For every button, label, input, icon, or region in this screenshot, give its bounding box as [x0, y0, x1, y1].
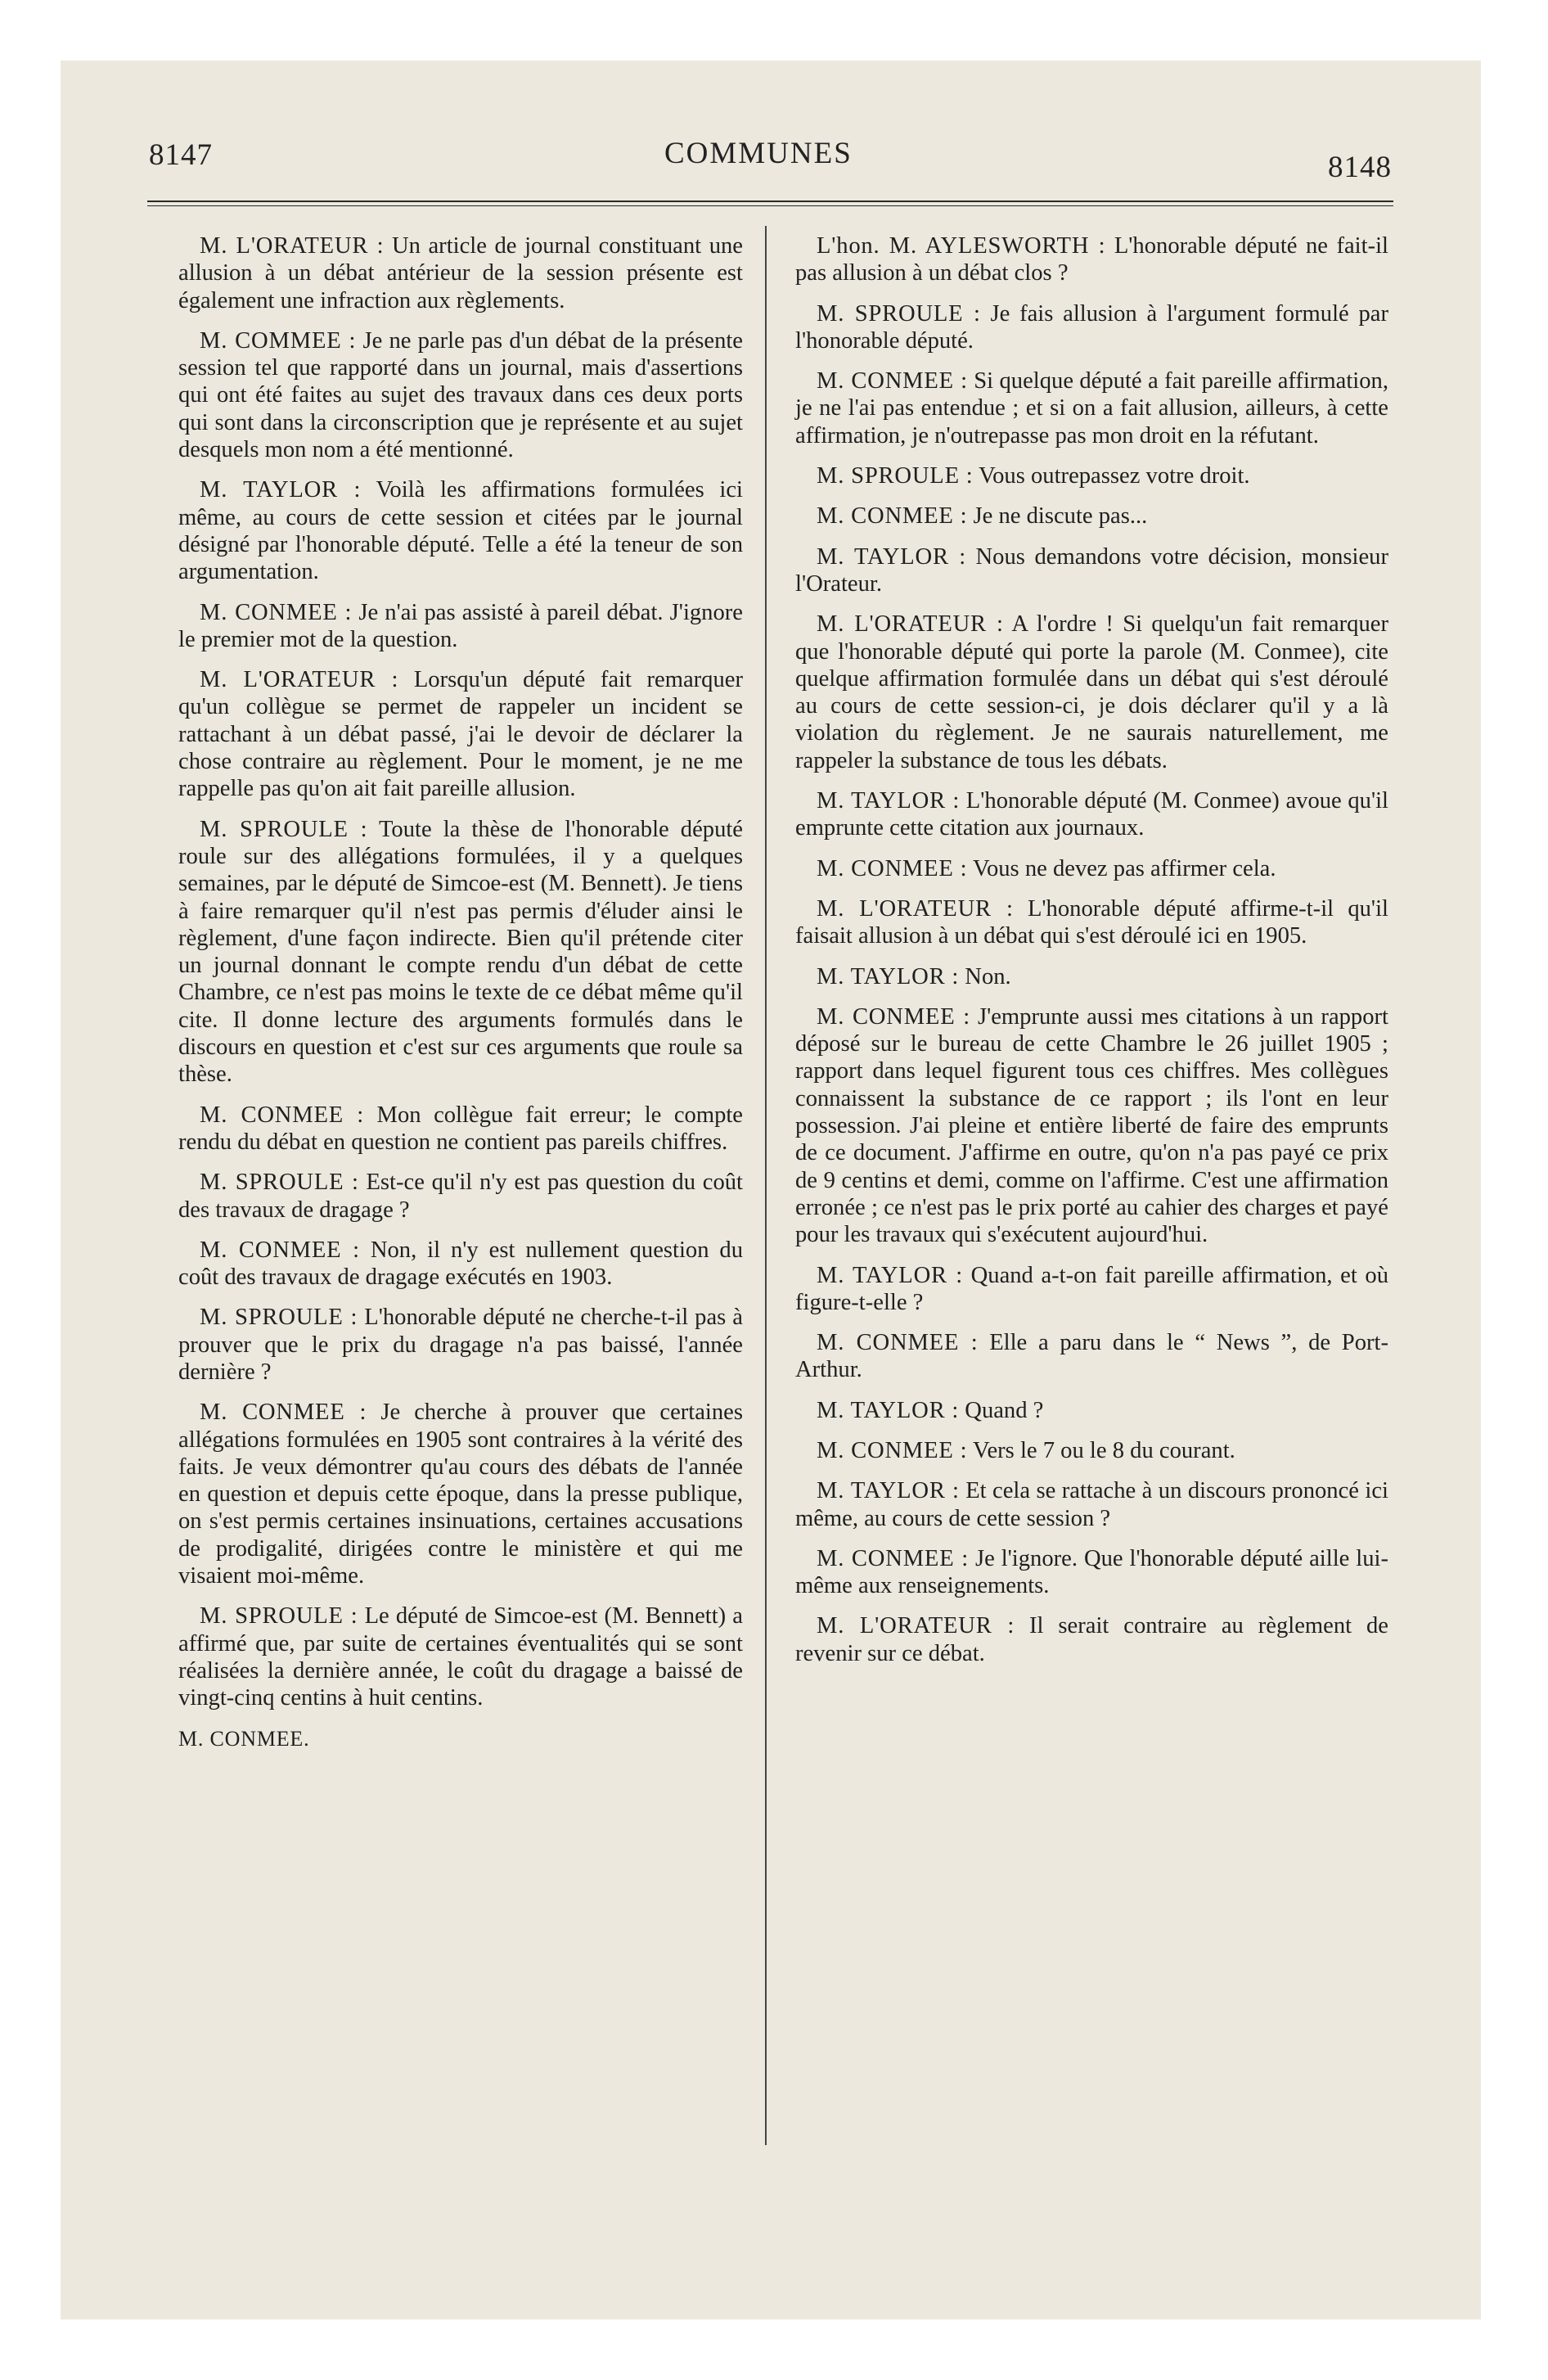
paragraph	[178, 1304, 743, 1386]
speech-text: Voilà les affirmations formulées ici même, au cours de cette session et citées par le journal désigné par l'honorable député. Telle a été la teneur de son argumentation.	[178, 477, 743, 585]
speech-text: A l'ordre ! Si quelqu'un fait remarquer que l'honorable député qui porte la parole (M. Conmee), cite quelque affirmation formulée dans un débat qui s'est déroulé au cours de cette session-ci, je dois déclarer qu'il y a là violation du règlement. Je ne saurais naturellement, me rappeler la substance de tous les débats.	[795, 611, 1388, 773]
header-rule	[147, 201, 1393, 202]
paragraph	[178, 1169, 743, 1224]
paragraph	[795, 1262, 1388, 1317]
speech-text: Le député de Simcoe-est (M. Bennett) a affirmé que, par suite de certaines éventualités qui se sont réalisées la dernière année, le coût du dragage a baissé de vingt-cinq centins à huit centins.	[178, 1603, 743, 1711]
speech-text: Il serait contraire au règlement de revenir sur ce débat.	[795, 1613, 1388, 1666]
speech-text: Si quelque député a fait pareille affirmation, je ne l'ai pas entendue ; et si on a fait allusion, ailleurs, à cette affirmation, je n'outrepasse pas mon droit en la réfutant.	[795, 368, 1388, 449]
paragraph	[795, 611, 1388, 774]
speaker-name: L'hon. M. AYLESWORTH :	[817, 233, 1106, 259]
paragraph	[795, 503, 1388, 530]
paragraph	[178, 666, 743, 802]
paragraph	[795, 1329, 1388, 1384]
speaker-name: M. CONMEE :	[817, 1545, 969, 1571]
speaker-name: M. CONMEE :	[817, 855, 968, 881]
page-number-right: 8148	[1328, 151, 1392, 184]
paragraph	[795, 462, 1388, 489]
speaker-name: M. CONMEE :	[200, 1400, 367, 1426]
speaker-name: M. COMMEE :	[200, 327, 357, 354]
speaker-name: M. SPROULE :	[200, 1305, 358, 1331]
speaker-name: M. L'ORATEUR :	[817, 1613, 1015, 1639]
paragraph	[178, 327, 743, 463]
speech-text: L'honorable député ne fait-il pas allusion à un débat clos ?	[795, 233, 1388, 286]
speech-text: Je ne discute pas...	[973, 503, 1148, 530]
speech-text: Vous ne devez pas affirmer cela.	[972, 855, 1276, 881]
speaker-name: M. L'ORATEUR :	[817, 611, 1004, 638]
speaker-name: M. CONMEE :	[817, 1437, 968, 1463]
header-rule-thin	[147, 205, 1393, 206]
speaker-name: M. CONMEE.	[178, 1726, 310, 1751]
right-column	[795, 232, 1388, 1680]
speech-text: Je l'ignore. Que l'honorable député aille lui-même aux renseignements.	[795, 1545, 1389, 1599]
speech-text: Toute la thèse de l'honorable député roule sur des allégations formulées, il y a quelques semaines, par le député de Simcoe-est (M. Bennett). Je tiens à faire remarquer qu'il n'est pas permis d'éluder ainsi le règlement, d'une façon indirecte. Bien qu'il prétende citer un journal donnant le compte rendu d'un débat de cette Chambre, ce n'est pas moins le texte de ce débat même qu'il cite. Il donne lecture des arguments formulés dans le discours en question et c'est sur ces arguments que roule sa thèse.	[178, 816, 743, 1088]
paragraph	[178, 816, 743, 1089]
page-number-left: 8147	[149, 138, 213, 172]
paragraph	[795, 963, 1388, 990]
speaker-name: M. CONMEE :	[200, 1102, 365, 1128]
paragraph	[795, 367, 1388, 449]
paragraph	[795, 1437, 1388, 1464]
paragraph	[795, 1612, 1388, 1667]
paragraph	[795, 787, 1388, 842]
speech-text: L'honorable député ne cherche-t-il pas à prouver que le prix du dragage n'a pas baissé, l'année dernière ?	[178, 1305, 743, 1385]
paragraph	[795, 1397, 1388, 1424]
speech-text: Un article de journal constituant une allusion à un débat antérieur de la session présente est également une infraction aux règlements.	[178, 233, 743, 313]
left-column	[178, 232, 743, 1765]
speech-text: Je cherche à prouver que certaines allégations formulées en 1905 sont contraires à la vérité des faits. Je veux démontrer qu'au cours des débats de l'année en question et depuis cette époque, dans la presse publique, on s'est permis certaines insinuations, certaines accusations de prodigalité, dirigées contre le ministère et qui me visaient moi-même.	[178, 1400, 743, 1589]
speech-text: Elle a paru dans le “ News ”, de Port-Arthur.	[795, 1330, 1388, 1383]
paragraph	[178, 476, 743, 585]
speaker-name: M. CONMEE :	[817, 503, 968, 530]
speaker-name: M. SPROULE :	[200, 1170, 359, 1196]
paragraph	[795, 855, 1388, 882]
speech-text: Je ne parle pas d'un débat de la présente session tel que rapporté dans un journal, mais d'assertions qui ont été faites au sujet des travaux dans ces deux ports qui sont dans la circonscription que je représente et au sujet desquels mon nom a été mentionné.	[178, 327, 744, 463]
speaker-name: M. TAYLOR :	[817, 543, 966, 570]
paragraph	[178, 1102, 743, 1156]
speech-text: J'emprunte aussi mes citations à un rapport déposé sur le bureau de cette Chambre le 26 juillet 1905 ; rapport dans lequel figurent tous ces chiffres. Mes collègues connaissent la substance de ce rapport ; ils l'ont en leur possession. J'ai pleine et entière liberté de faire des emprunts de ce document. J'affirme en outre, qu'on n'a pas payé ce prix de 9 centins et demi, comme on l'affirme. C'est une affirmation erronée ; ce n'est pas le prix porté au cahier des charges et payé pour les travaux qui s'exécutent aujourd'hui.	[795, 1003, 1388, 1248]
speech-text: Je n'ai pas assisté à pareil débat. J'ignore le premier mot de la question.	[178, 599, 743, 652]
paragraph	[178, 232, 743, 314]
running-title: COMMUNES	[664, 137, 853, 170]
speaker-name: M. CONMEE :	[200, 1237, 360, 1263]
paragraph	[795, 543, 1388, 598]
speaker-name: M. SPROULE :	[200, 1603, 358, 1629]
speech-text: L'honorable député affirme-t-il qu'il faisait allusion à un débat qui s'est déroulé ici en 1905.	[795, 895, 1388, 949]
speech-text: Vers le 7 ou le 8 du courant.	[972, 1437, 1235, 1463]
paragraph	[795, 232, 1388, 287]
speech-text: Est-ce qu'il n'y est pas question du coût des travaux de dragage ?	[178, 1170, 743, 1223]
speaker-name: M. L'ORATEUR :	[200, 667, 399, 693]
paragraph	[178, 1237, 743, 1291]
speech-text: Non, il n'y est nullement question du coût des travaux de dragage exécutés en 1903.	[178, 1237, 744, 1291]
speaker-name: M. CONMEE :	[817, 368, 968, 394]
paragraph	[178, 1399, 743, 1589]
speech-text: Lorsqu'un député fait remarquer qu'un collègue se permet de rappeler un incident se rattachant à un débat passé, j'ai le devoir de déclarer la chose contraire au règlement. Pour le moment, je ne me rappelle pas qu'on ait fait pareille allusion.	[178, 667, 743, 802]
speech-text: Nous demandons votre décision, monsieur l'Orateur.	[795, 543, 1388, 597]
paragraph	[795, 300, 1388, 355]
speaker-name: M. CONMEE :	[200, 599, 353, 625]
paragraph	[178, 1602, 743, 1711]
speaker-name: M. CONMEE :	[817, 1003, 970, 1030]
speaker-name: M. SPROULE :	[200, 816, 368, 842]
speech-text: Vous outrepassez votre droit.	[979, 463, 1250, 489]
speech-text: L'honorable député (M. Conmee) avoue qu'il emprunte cette citation aux journaux.	[795, 788, 1389, 841]
speaker-name: M. TAYLOR :	[817, 1397, 960, 1423]
paragraph	[795, 1003, 1388, 1249]
speech-text: Mon collègue fait erreur; le compte rendu du débat en question ne contient pas pareils chiffres.	[178, 1102, 743, 1155]
speaker-name: M. SPROULE :	[817, 463, 974, 489]
paragraph	[795, 895, 1388, 950]
speaker-name: M. TAYLOR :	[200, 477, 362, 503]
paragraph	[795, 1545, 1388, 1600]
speech-text: Je fais allusion à l'argument formulé par l'honorable député.	[795, 300, 1388, 354]
speaker-name: M. TAYLOR :	[817, 788, 961, 814]
footer-speaker-line	[178, 1725, 743, 1752]
speaker-name: M. SPROULE :	[817, 300, 981, 327]
speaker-name: M. L'ORATEUR :	[817, 895, 1014, 922]
speaker-name: M. TAYLOR :	[817, 963, 960, 989]
speaker-name: M. TAYLOR :	[817, 1478, 960, 1504]
paragraph	[178, 599, 743, 654]
speech-text: Et cela se rattache à un discours prononcé ici même, au cours de cette session ?	[795, 1478, 1389, 1531]
column-separator	[765, 226, 767, 2145]
speech-text: Non.	[965, 963, 1011, 989]
page-header	[0, 0, 1548, 213]
speaker-name: M. TAYLOR :	[817, 1262, 964, 1288]
paragraph	[795, 1477, 1388, 1532]
speech-text: Quand a-t-on fait pareille affirmation, et où figure-t-elle ?	[795, 1262, 1388, 1315]
speaker-name: M. L'ORATEUR :	[200, 233, 385, 259]
speaker-name: M. CONMEE :	[817, 1330, 979, 1356]
speech-text: Quand ?	[965, 1397, 1044, 1423]
